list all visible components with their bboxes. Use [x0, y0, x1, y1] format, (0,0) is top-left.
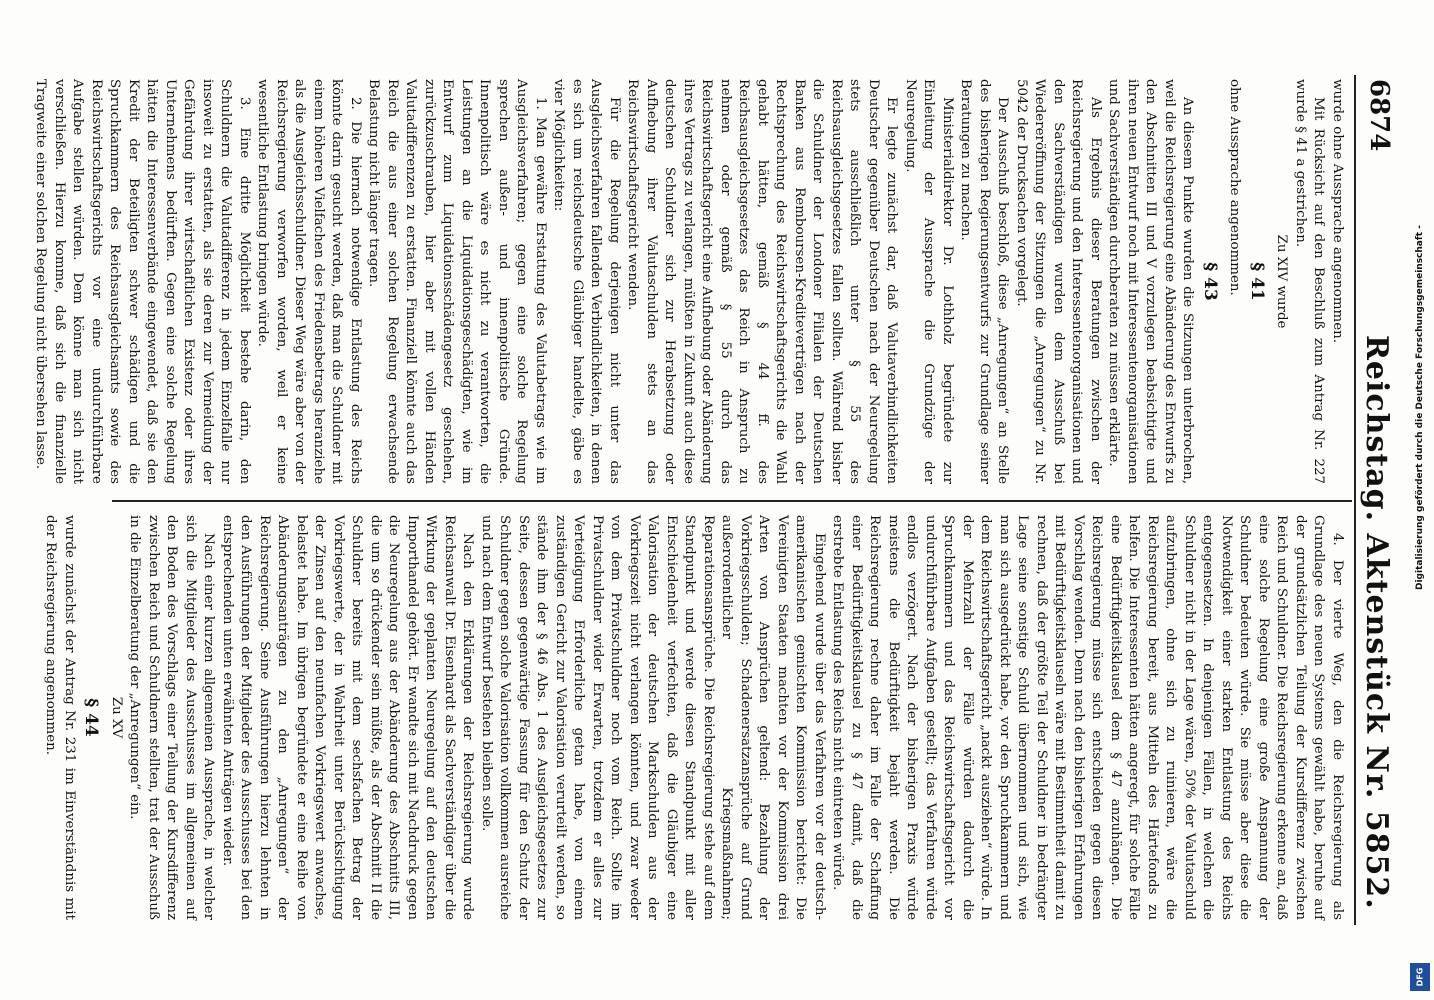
page-number: 6874 [1364, 79, 1394, 152]
paragraph: wurde zunächst der Antrag Nr. 231 im Einverständnis mit der Reichsregierung angenommen. [43, 515, 77, 920]
paragraph: Für die Regelung derjenigen nicht unter das Ausgleichsverfahren fallenden Verbindlichkeiten, in denen es sich um reichsdeutsche Gläubiger handelte, gäbe es vier Möglichkeiten: [551, 79, 622, 484]
paragraph: An diesem Punkte wurden die Sitzungen unterbrochen, weil die Reichsregierung eine Abänderung des Entwurfs zu den Abschnitten III und V vorzulegen beabsichtigte und ihren neuen Entwurf noch mit Interessentenorganisationen und Sachverständigen durchberaten zu müssen erklärte. [1106, 79, 1196, 484]
paragraph: 2. Die hiernach notwendige Entlastung des Reichs könnte darin gesucht werden, daß man die Schuldner mit einem höheren Vielfachen des Friedensbetrags heranziehe als die Ausgleichsschuldner. Dieser Weg wäre aber von der Reichsregierung verworfen worden, weil er keine wesentliche Entlastung bringen würde. [255, 79, 363, 484]
paragraph: Als Ergebnis dieser Beratungen zwischen der Reichsregierung und den Interessentenorganisationen und den Sachverständigen wurden dem Ausschuß bei Wiedereröffnung der Sitzungen die „Anregungen“ zu Nr. 5042 der Drucksachen vorgelegt. [1014, 79, 1103, 484]
left-column [31, 79, 1346, 484]
section-heading: § 43 [1200, 262, 1220, 301]
section-heading: § 41 [1247, 262, 1267, 301]
page-title: Reichstag. Aktenstück Nr. 5852. [1359, 335, 1394, 910]
paragraph: Nach einer kurzen allgemeinen Aussprache, in welcher sich die Mitglieder des Ausschusses im allgemeinen auf den Boden des Vorschlags einer Teilung der Kursdifferenz zwischen Reich und Schuldnern stellten, trat der Ausschuß in die Einzelberatung der „Anregungen“ ein. [127, 515, 217, 920]
paragraph: wurde ohne Aussprache angenommen. [1330, 79, 1345, 344]
paragraph: 1. Man gewähre Erstattung des Valutabetrags wie im Ausgleichsverfahren; gegen eine solche Regelung sprechen außen- und innenpolitische Gründe. Innenpolitisch wäre es nicht zu verantworten, die Leistungen an die Liquidationsgeschädigten, wie im Entwurf zum Liquidationsschädengesetz geschehen, zurückzuschrauben, hier aber mit vollen Händen Valutadifferenzen zu erstatten. Finanziell könnte auch das Reich die aus einer solchen Regelung erwachsende Belastung nicht länger tragen. [366, 79, 548, 484]
digitization-note: Digitalisierung gefördert durch die Deutsche Forschungsgemeinschaft - [1415, 225, 1425, 590]
column-divider [112, 500, 1352, 502]
paragraph: Zu XV [109, 696, 124, 739]
paragraph: Nach den Erklärungen der Reichsregierung wurde Reichsanwalt Dr. Eisenhardt als Sachverständiger über die Wirkung der geplanten Neuregelung auf den deutschen Importhandel gehört. Er wandte sich mit Nachdruck gegen die Neuregelung aus der Abänderung des Abschnitts III, die um so drückender sein müßte, als der Abschnitt II die Schuldner bereits mit dem sechsfachen Betrag der Vorkriegswerte, der in Wahrheit unter Berücksichtigung der Zinsen auf den neunfachen Vorkriegswert anwachse, belastet habe. Im übrigen begründete er eine Reihe von Abänderungsanträgen zu den „Anregungen“ der Reichsregierung. Seine Ausführungen hierzu lehnten in den Ausführungen der Mitglieder des Ausschusses bei den entsprechenden unten erwähnten Anträgen wieder. [220, 515, 476, 920]
paragraph: 4. Der vierte Weg, den die Reichsregierung als Grundlage des neuen Systems gewählt habe, beruhe auf der grundsätzlichen Teilung der Kursdifferenz zwischen Reich und Schuldner. Die Reichsregierung erkenne an, daß eine solche Regelung eine große Anspannung der Schuldner bedeuten würde. Sie müsse aber diese die Notwendigkeit einer starken Entlastung des Reichs entgegensetzen. In denjenigen Fällen, in welchen die Schuldner nicht in der Lage wären, 50% der Valutaschuld aufzubringen, ohne sich zu ruinieren, wäre die Reichsregierung bereit, aus Mitteln des Härtefonds zu helfen. Die Interessenten hätten angeregt, für solche Fälle eine Bedürftigkeitsklausel dem § 47 anzuhängen. Die Reichsregierung müsse sich entschieden gegen diesen Vorschlag wenden. Denn nach den bisherigen Erfahrungen mit Bedürftigkeitsklauseln wäre mit Bestimmtheit damit zu rechnen, daß der größte Teil der Schuldner in bedrängter Lage seine sonstige Schuld übernommen und sich, wie man sich ausgedrückt habe, vor den Spruchkammern und dem Reichswirtschaftsgericht „nackt ausziehen“ würde. In der Mehrzahl der Fälle würden dadurch die Spruchkammern und das Reichswirtschaftsgericht vor undurchführbare Aufgaben gestellt; das Verfahren würde endlos verzögert. Nach der bisherigen Praxis würde meistens die Bedürftigkeit bejaht werden. Die Reichsregierung rechne daher im Falle der Schaffung einer Bedürftigkeitsklausel zu § 47 damit, daß die erstrebte Entlastung des Reichs nicht eintreten würde. [830, 515, 1345, 920]
page-header [1354, 75, 1400, 925]
paragraph: Der Ausschuß beschloß, diese „Anregungen“ an Stelle des bisherigen Regierungsentwurfs zur Grundlage seiner Beratungen zu machen. [958, 79, 1011, 484]
paragraph: Mit Rücksicht auf den Beschluß zum Antrag Nr. 227 wurde § 41 a gestrichen. [1293, 79, 1327, 484]
paragraph: Zu XIV wurde [1274, 234, 1290, 329]
paragraph: Ministerialdirektor Dr. Lothholz begründete zur Einleitung der Aussprache die Grundzüge der Neuregelung. [903, 79, 955, 484]
paragraph: 3. Eine dritte Möglichkeit bestehe darin, den Schuldnern die Valutadifferenz in jedem Einzelfalle nur insoweit zu erstatten, als sie deren zur Vermeidung der Gefährdung ihrer wirtschaftlichen Existenz oder ihres Unternehmens bedürften. Gegen eine solche Regelung hätten die Interessenverbände eingewendet, daß sie den Kredit der Beteiligten schwer schädigen und die Spruchkammern des Reichsausgleichsamts sowie des Reichswirtschaftsgerichts vor eine undurchführbare Aufgabe stellen würden. Dem könne man sich nicht verschließen. Hierzu komme, daß sich die finanzielle Tragweite einer solchen Regelung nicht übersehen lasse. [33, 79, 252, 484]
paragraph: Er legte zunächst dar, daß Valutaverbindlichkeiten Deutscher gegenüber Deutschen nach der Neuregelung stets ausschließlich unter § 55 des Reichsausgleichsgesetzes fallen sollten. Während bisher die Schuldner der Londoner Filialen der Deutschen Banken aus Remboursen-Krediteverträgen nach der Rechtsprechung des Reichswirtschaftsgerichts die Wahl gehabt hätten, gemäß § 44 ff. des Reichsausgleichsgesetzes das Reich in Anspruch zu nehmen oder gemäß § 55 durch das Reichswirtschaftsgericht eine Aufhebung oder Abänderung ihres Vertrags zu verlangen, müßten in Zukunft auch diese deutschen Schuldner sich zur Herabsetzung oder Aufhebung ihrer Valutaschulden stets an das Reichswirtschaftsgericht wenden. [625, 79, 900, 484]
rotated-document-page [33, 75, 1400, 925]
section-heading: § 44 [81, 698, 102, 737]
logo-text: DFG [1414, 967, 1424, 987]
right-column [41, 515, 1346, 920]
dfg-logo [1410, 963, 1430, 991]
paragraph: Eingehend wurde über das Verfahren vor der deutsch-amerikanischen gemischten Kommission berichtet: Die Vereinigten Staaten machten vor der Kommission drei Arten von Ansprüchen geltend: Bezahlung der Vorkriegsschulden; Schadenersatzansprüche auf Grund außerordentlicher Kriegsmaßnahmen; Reparationsansprüche. Die Reichsregierung stehe auf dem Standpunkt und werde diesen Standpunkt mit aller Entschiedenheit verfechten, daß die Gläubiger eine Valorisation der deutschen Markschulden aus der Vorkriegszeit nicht verlangen könnten, und zwar weder von dem Privatschuldner noch vom Reich. Sollte im Privatschuldner wider Erwarten, trotzdem er alles zur Verteidigung Erforderliche getan habe, von einem zuständigen Gericht zur Valorisation verurteilt werden, so stände ihm der § 46 Abs. 1 des Ausgleichsgesetzes zur Seite, dessen gegenwärtige Fassung für den Schutz der Schuldner gegen solche Valorisation vollkommen ausreiche und nach dem Entwurf bestehen bleiben solle. [479, 515, 827, 920]
paragraph: ohne Aussprache angenommen. [1227, 79, 1243, 296]
